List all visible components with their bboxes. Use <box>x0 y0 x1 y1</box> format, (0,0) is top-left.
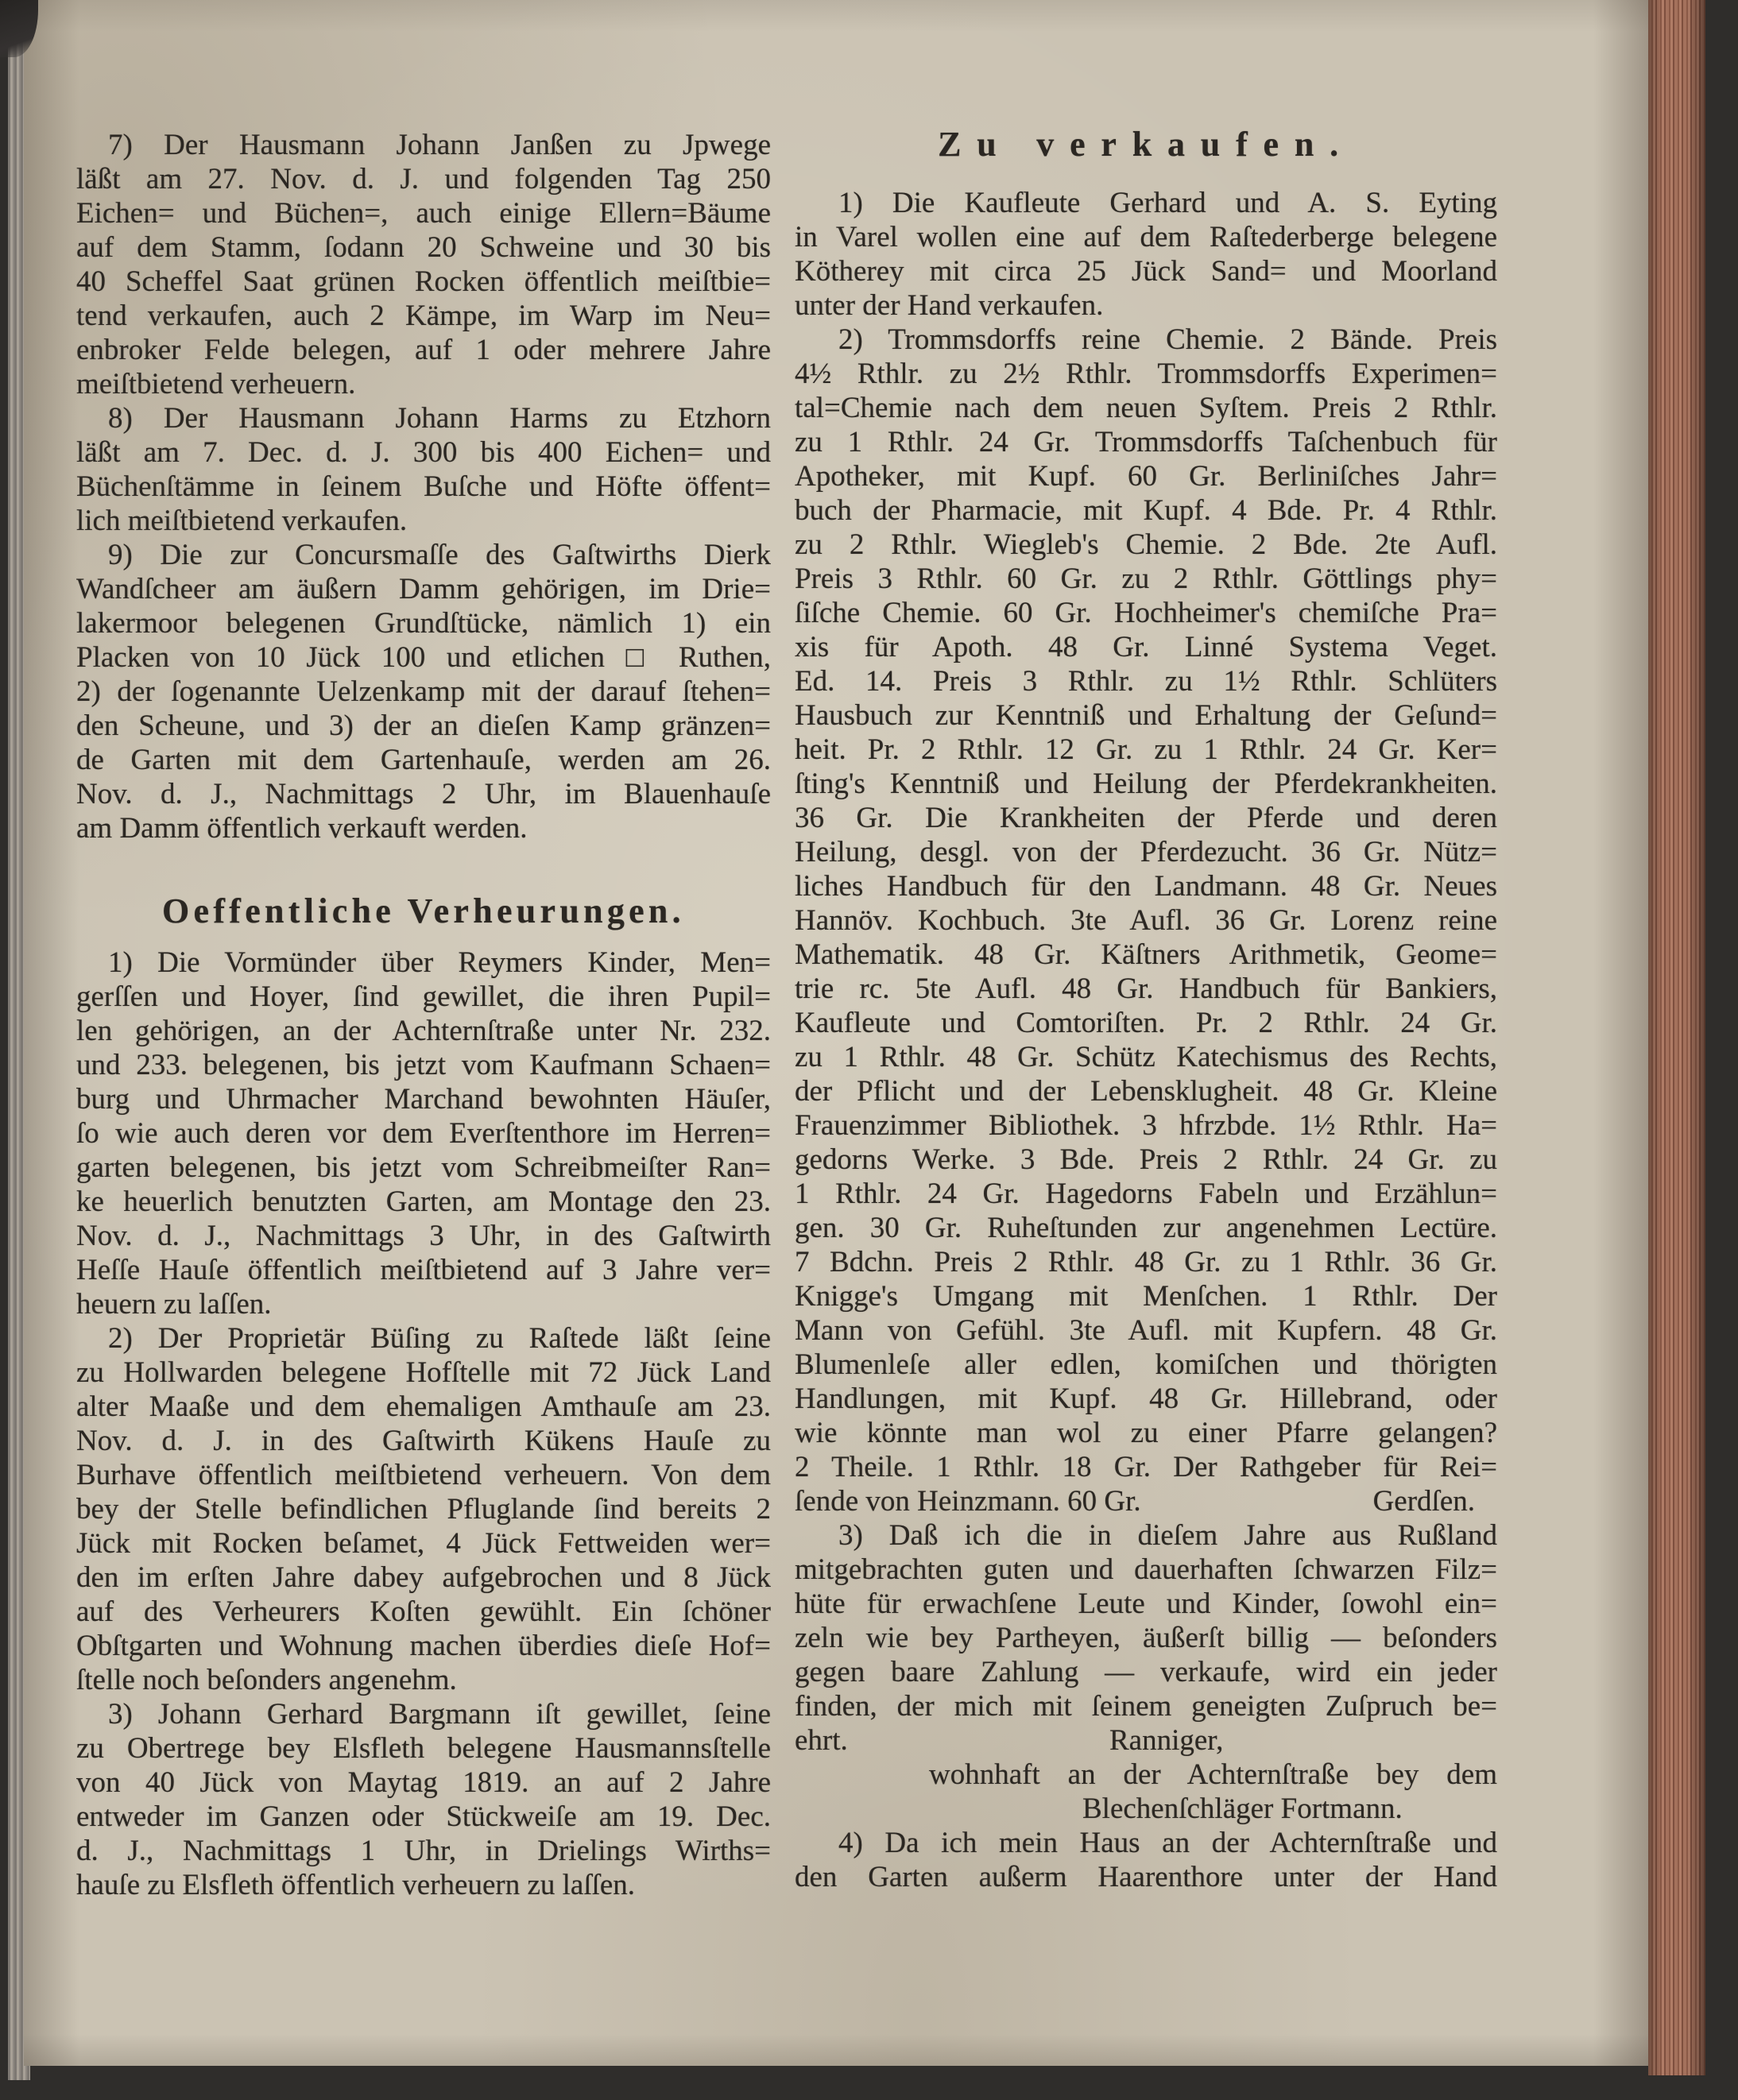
text-line: gen. 30 Gr. Ruheſtunden zur angenehmen Lectüre. <box>795 1212 1497 1244</box>
text-line: zu Hollwarden belegene Hofſtelle mit 72 Jück Land <box>76 1356 771 1389</box>
text-line: den im erſten Jahre dabey aufgebrochen und 8 Jück <box>76 1561 771 1594</box>
paragraph-first-line: 2) Der Proprietär Büſing zu Raſtede läßt ſeine <box>108 1322 771 1355</box>
address-line: Blechenſchläger Fortmann. <box>1082 1793 1403 1825</box>
text-line: garten belegenen, bis jetzt vom Schreibmeiſter Ran= <box>76 1151 771 1184</box>
address-line: wohnhaft an der Achternſtraße bey dem <box>929 1758 1497 1791</box>
text-line: in Varel wollen eine auf dem Raſtederberge belegene <box>795 221 1497 253</box>
text-line: tend verkaufen, auch 2 Kämpe, im Warp im Neu= <box>76 300 771 332</box>
notice-paragraph <box>795 186 1497 323</box>
text-line: Mann von Gefühl. 3te Aufl. mit Kupfern. 48 Gr. <box>795 1314 1497 1347</box>
notice-paragraph <box>76 401 771 538</box>
text-line: heuern zu laſſen. <box>76 1288 272 1321</box>
text-line: 40 Scheffel Saat grünen Rocken öffentlich meiſtbie= <box>76 265 771 298</box>
notices-section <box>76 128 771 845</box>
text-line: Nov. d. J., Nachmittags 3 Uhr, in des Gaſtwirth <box>76 1220 771 1252</box>
text-line: finden, der mich mit ſeinem geneigten Zuſpruch be= <box>795 1690 1497 1723</box>
text-line: tal=Chemie nach dem neuen Syſtem. Preis 2 Rthlr. <box>795 392 1497 424</box>
text-line: der Pflicht und der Lebensklugheit. 48 Gr. Kleine <box>795 1075 1497 1108</box>
text-line: Kötherey mit circa 25 Jück Sand= und Moorland <box>795 255 1497 288</box>
text-line: len gehörigen, an der Achternſtraße unter Nr. 232. <box>76 1015 771 1047</box>
text-line: Heſſe Hauſe öffentlich meiſtbietend auf 3 Jahre ver= <box>76 1254 771 1286</box>
text-line: am Damm öffentlich verkauft werden. <box>76 812 528 845</box>
notice-paragraph <box>76 946 771 1321</box>
notice-paragraph <box>76 1697 771 1902</box>
text-line: hüte für erwachſene Leute und Kinder, ſowohl ein= <box>795 1588 1497 1620</box>
text-line: auf dem Stamm, ſodann 20 Schweine und 30 bis <box>76 231 771 264</box>
text-line: Blumenleſe aller edlen, komiſchen und thörigten <box>795 1348 1497 1381</box>
text-line: Burhave öffentlich meiſtbietend verheuern. Von dem <box>76 1459 771 1491</box>
rentals-heading: Oeffentliche Verheurungen. <box>162 891 685 930</box>
text-line: 7 Bdchn. Preis 2 Rthlr. 48 Gr. zu 1 Rthlr. 36 Gr. <box>795 1246 1497 1278</box>
text-line: zu 2 Rthlr. Wiegleb's Chemie. 2 Bde. 2te Aufl. <box>795 528 1497 561</box>
text-line: zu Obertrege bey Elsfleth belegene Hausmannsſtelle <box>76 1732 771 1765</box>
text-line: trie rc. 5te Aufl. 48 Gr. Handbuch für Bankiers, <box>795 973 1497 1005</box>
paragraph-first-line: 3) Daß ich die in dieſem Jahre aus Rußland <box>838 1519 1497 1552</box>
text-line: zu 1 Rthlr. 48 Gr. Schütz Katechismus des Rechts, <box>795 1041 1497 1073</box>
left-column <box>76 0 771 2100</box>
notice-paragraph <box>76 1321 771 1697</box>
text-line: d. J., Nachmittags 1 Uhr, in Drielings Wirths= <box>76 1835 771 1867</box>
text-line: gerſſen und Hoyer, ſind gewillet, die ihren Pupil= <box>76 980 771 1013</box>
text-line: enbroker Felde belegen, auf 1 oder mehrere Jahre <box>76 334 771 366</box>
text-line: ſiſche Chemie. 60 Gr. Hochheimer's chemiſche Pra= <box>795 597 1497 629</box>
paragraph-first-line: 1) Die Kaufleute Gerhard und A. S. Eyting <box>838 187 1497 219</box>
text-line: 2) der ſogenannte Uelzenkamp mit der darauf ſtehen= <box>76 675 771 708</box>
text-line: gegen baare Zahlung — verkaufe, wird ein jeder <box>795 1656 1497 1688</box>
text-line: läßt am 7. Dec. d. J. 300 bis 400 Eichen= und <box>76 436 771 469</box>
text-line: Handlungen, mit Kupf. 48 Gr. Hillebrand, oder <box>795 1383 1497 1415</box>
paragraph-first-line: 4) Da ich mein Haus an der Achternſtraße und <box>838 1827 1497 1859</box>
text-line: heit. Pr. 2 Rthlr. 12 Gr. zu 1 Rthlr. 24 Gr. Ker= <box>795 733 1497 766</box>
page-edges-right <box>1648 0 1705 2075</box>
paragraph-first-line: 3) Johann Gerhard Bargmann iſt gewillet, ſeine <box>108 1698 771 1731</box>
text-line: Apotheker, mit Kupf. 60 Gr. Berliniſches Jahr= <box>795 460 1497 493</box>
text-line: 36 Gr. Die Krankheiten der Pferde und deren <box>795 802 1497 834</box>
text-line: den Garten außerm Haarenthore unter der Hand <box>795 1861 1497 1893</box>
right-column <box>795 0 1497 2100</box>
text-line: Nov. d. J., Nachmittags 2 Uhr, im Blauenhauſe <box>76 778 771 810</box>
text-line: Hausbuch zur Kenntniß und Erhaltung der Geſund= <box>795 699 1497 732</box>
text-line: buch der Pharmacie, mit Kupf. 4 Bde. Pr. 4 Rthlr. <box>795 494 1497 527</box>
text-line: Jück mit Rocken beſamet, 4 Jück Fettweiden wer= <box>76 1527 771 1560</box>
text-line: entweder im Ganzen oder Stückweiſe am 19. Dec. <box>76 1800 771 1833</box>
text-line: hauſe zu Elsfleth öffentlich verheuern zu laſſen. <box>76 1869 636 1901</box>
signature: Ranniger, <box>1109 1724 1224 1757</box>
text-line: ſting's Kenntniß und Heilung der Pferdekrankheiten. <box>795 768 1497 800</box>
text-line: bey der Stelle befindlichen Pfluglande ſind bereits 2 <box>76 1493 771 1526</box>
text-line: zeln wie bey Partheyen, äußerſt billig — beſonders <box>795 1622 1497 1654</box>
text-line: alter Maaße und dem ehemaligen Amthauſe am 23. <box>76 1390 771 1423</box>
sales-heading: Zu verkaufen. <box>938 125 1354 164</box>
text-line: Frauenzimmer Bibliothek. 3 hfrzbde. 1½ Rthlr. Ha= <box>795 1109 1497 1142</box>
text-line: unter der Hand verkaufen. <box>795 289 1104 322</box>
text-line: den Scheune, und 3) der an dieſen Kamp gränzen= <box>76 710 771 742</box>
text-line: Büchenſtämme in ſeinem Buſche und Höfte öffent= <box>76 470 771 503</box>
text-line: ke heuerlich benutzten Garten, am Montage den 23. <box>76 1185 771 1218</box>
text-line: 4½ Rthlr. zu 2½ Rthlr. Trommsdorffs Experimen= <box>795 358 1497 390</box>
text-line <box>795 1723 1497 1758</box>
text-line: Ed. 14. Preis 3 Rthlr. zu 1½ Rthlr. Schlüters <box>795 665 1497 698</box>
text-line: Obſtgarten und Wohnung machen überdies dieſe Hof= <box>76 1630 771 1662</box>
text-line: ſtelle noch beſonders angenehm. <box>76 1664 457 1696</box>
text-line: burg und Uhrmacher Marchand bewohnten Häuſer, <box>76 1083 771 1116</box>
text-line: gedorns Werke. 3 Bde. Preis 2 Rthlr. 24 Gr. zu <box>795 1143 1497 1176</box>
text-line: zu 1 Rthlr. 24 Gr. Trommsdorffs Taſchenbuch für <box>795 426 1497 458</box>
text-line: xis für Apoth. 48 Gr. Linné Systema Veget. <box>795 631 1497 663</box>
text-line: Mathematik. 48 Gr. Käſtners Arithmetik, Geome= <box>795 938 1497 971</box>
paragraph-first-line: 9) Die zur Concursmaſſe des Gaſtwirths Dierk <box>108 539 771 571</box>
text-line: ſo wie auch deren vor dem Everſtenthore im Herren= <box>76 1117 771 1150</box>
text-line-content: ehrt. <box>795 1724 848 1757</box>
text-line-content: ſende von Heinzmann. 60 Gr. <box>795 1485 1141 1518</box>
notice-paragraph <box>76 128 771 401</box>
text-line: und 233. belegenen, bis jetzt vom Kaufmann Schaen= <box>76 1049 771 1081</box>
text-line: wie könnte man wol zu einer Pfarre gelangen? <box>795 1417 1497 1449</box>
text-line <box>795 1484 1497 1518</box>
paragraph-first-line: 2) Trommsdorffs reine Chemie. 2 Bände. Preis <box>838 323 1497 356</box>
paragraph-first-line: 8) Der Hausmann Johann Harms zu Etzhorn <box>108 402 771 435</box>
text-line: von 40 Jück von Maytag 1819. an auf 2 Jahre <box>76 1766 771 1799</box>
text-line: Nov. d. J. in des Gaſtwirth Kükens Hauſe zu <box>76 1425 771 1457</box>
text-line: Wandſcheer am äußern Damm gehörigen, im Drie= <box>76 573 771 605</box>
signature: Gerdſen. <box>1372 1485 1475 1518</box>
text-line: meiſtbietend verheuern. <box>76 368 356 400</box>
sales-section <box>795 186 1497 1894</box>
paragraph-first-line: 1) Die Vormünder über Reymers Kinder, Men= <box>108 946 771 979</box>
text-line: 2 Theile. 1 Rthlr. 18 Gr. Der Rathgeber für Rei= <box>795 1451 1497 1483</box>
text-line: Knigge's Umgang mit Menſchen. 1 Rthlr. Der <box>795 1280 1497 1313</box>
rentals-section <box>76 946 771 1902</box>
text-line: Heilung, desgl. von der Pferdezucht. 36 Gr. Nütz= <box>795 836 1497 868</box>
paragraph-first-line: 7) Der Hausmann Johann Janßen zu Jpwege <box>108 129 771 161</box>
notice-paragraph <box>795 1518 1497 1826</box>
text-line: Preis 3 Rthlr. 60 Gr. zu 2 Rthlr. Göttlings phy= <box>795 563 1497 595</box>
text-line: de Garten mit dem Gartenhauſe, werden am 26. <box>76 744 771 776</box>
text-line: lakermoor belegenen Grundſtücke, nämlich 1) ein <box>76 607 771 640</box>
notice-paragraph <box>795 1826 1497 1894</box>
text-line: läßt am 27. Nov. d. J. und folgenden Tag 250 <box>76 163 771 195</box>
text-line: mitgebrachten guten und dauerhaften ſchwarzen Filz= <box>795 1553 1497 1586</box>
text-line: 1 Rthlr. 24 Gr. Hagedorns Fabeln und Erzählun= <box>795 1178 1497 1210</box>
text-line: Hannöv. Kochbuch. 3te Aufl. 36 Gr. Lorenz reine <box>795 904 1497 937</box>
text-line: auf des Verheurers Koſten gewühlt. Ein ſchöner <box>76 1595 771 1628</box>
text-line: lich meiſtbietend verkaufen. <box>76 505 408 537</box>
notice-paragraph <box>795 323 1497 1518</box>
text-line: Placken von 10 Jück 100 und etlichen □ Ruthen, <box>76 641 771 674</box>
notice-paragraph <box>76 538 771 845</box>
text-line: liches Handbuch für den Landmann. 48 Gr. Neues <box>795 870 1497 903</box>
text-line: Eichen= und Büchen=, auch einige Ellern=Bäume <box>76 197 771 230</box>
text-line: Kaufleute und Comtoriſten. Pr. 2 Rthlr. 24 Gr. <box>795 1007 1497 1039</box>
